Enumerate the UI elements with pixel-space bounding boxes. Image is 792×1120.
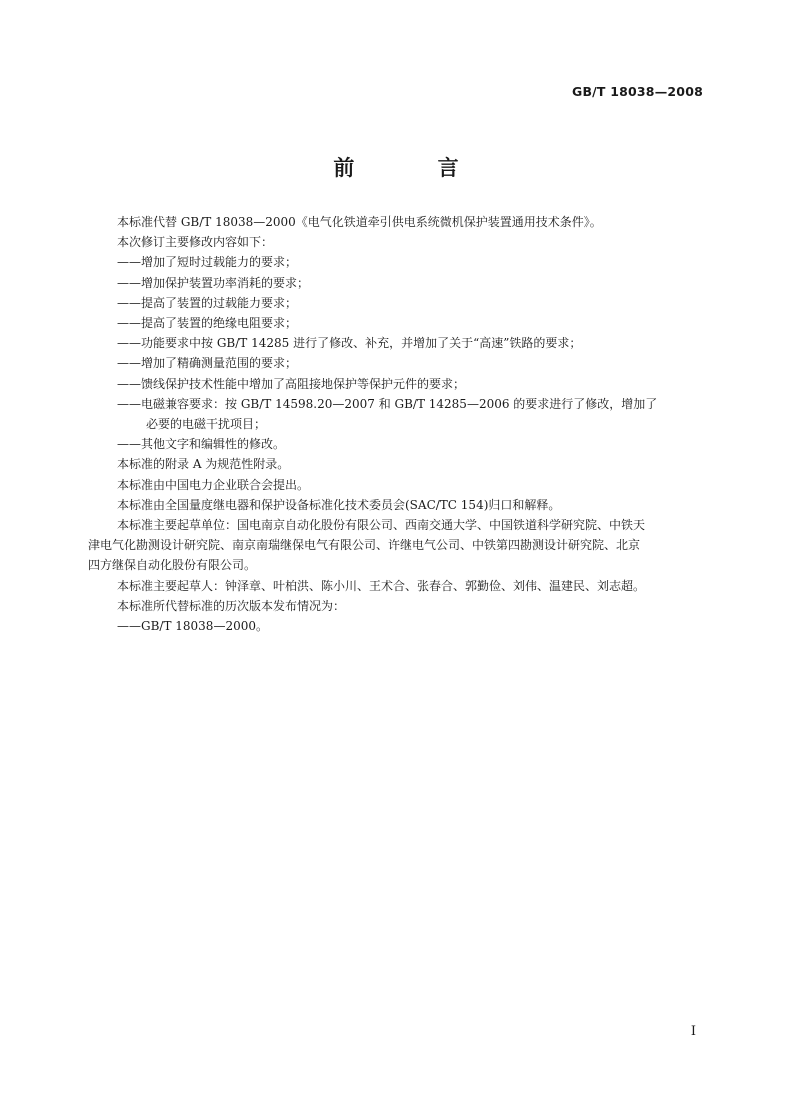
list-item: ——提高了装置的过载能力要求； <box>117 295 298 310</box>
list-item: ——电磁兼容要求：按 GB/T 14598.20—2007 和 GB/T 14285—2006 的要求进行了修改，增加了 <box>117 396 658 411</box>
paragraph-managed-by: 本标准由全国量度继电器和保护设备标准化技术委员会(SAC/TC 154)归口和解释。 <box>117 497 561 512</box>
list-item: ——其他文字和编辑性的修改。 <box>117 437 286 452</box>
paragraph-appendix: 本标准的附录 A 为规范性附录。 <box>117 457 290 472</box>
list-item: ——馈线保护技术性能中增加了高阻接地保护等保护元件的要求； <box>117 376 466 391</box>
list-item: ——增加了精确测量范围的要求； <box>117 356 298 371</box>
list-item: ——增加保护装置功率消耗的要求； <box>117 275 310 290</box>
page-number: I <box>690 1024 696 1039</box>
paragraph-revision-intro: 本次修订主要修改内容如下： <box>117 235 274 250</box>
list-item: ——提高了装置的绝缘电阻要求； <box>117 316 298 331</box>
paragraph-proposed-by: 本标准由中国电力企业联合会提出。 <box>117 477 310 492</box>
paragraph-drafting-units-line3: 四方继保自动化股份有限公司。 <box>88 558 257 573</box>
standard-number: GB/T 18038—2008 <box>571 84 703 99</box>
paragraph-drafting-units: 本标准主要起草单位：国电南京自动化股份有限公司、西南交通大学、中国铁道科学研究院、中铁天 <box>117 518 646 533</box>
list-item: ——功能要求中按 GB/T 14285 进行了修改、补充，并增加了关于“高速”铁路的要求； <box>117 336 582 351</box>
foreword-body <box>88 212 707 636</box>
paragraph-replaces: 本标准代替 GB/T 18038—2000《电气化铁道牵引供电系统微机保护装置通用技术条件》。 <box>117 215 602 229</box>
list-item: ——GB/T 18038—2000。 <box>117 619 268 634</box>
paragraph-drafters: 本标准主要起草人：钟泽章、叶柏洪、陈小川、王术合、张春合、郭勤俭、刘伟、温建民、刘志超。 <box>117 578 646 593</box>
paragraph-history-intro: 本标准所代替标准的历次版本发布情况为： <box>117 598 346 613</box>
list-item-continuation: 必要的电磁干扰项目； <box>146 417 267 432</box>
page-title: 前 言 <box>333 156 497 180</box>
list-item: ——增加了短时过载能力的要求； <box>117 255 298 270</box>
paragraph-drafting-units-line2: 津电气化勘测设计研究院、南京南瑞继保电气有限公司、许继电气公司、中铁第四勘测设计研究院、北京 <box>88 538 641 553</box>
